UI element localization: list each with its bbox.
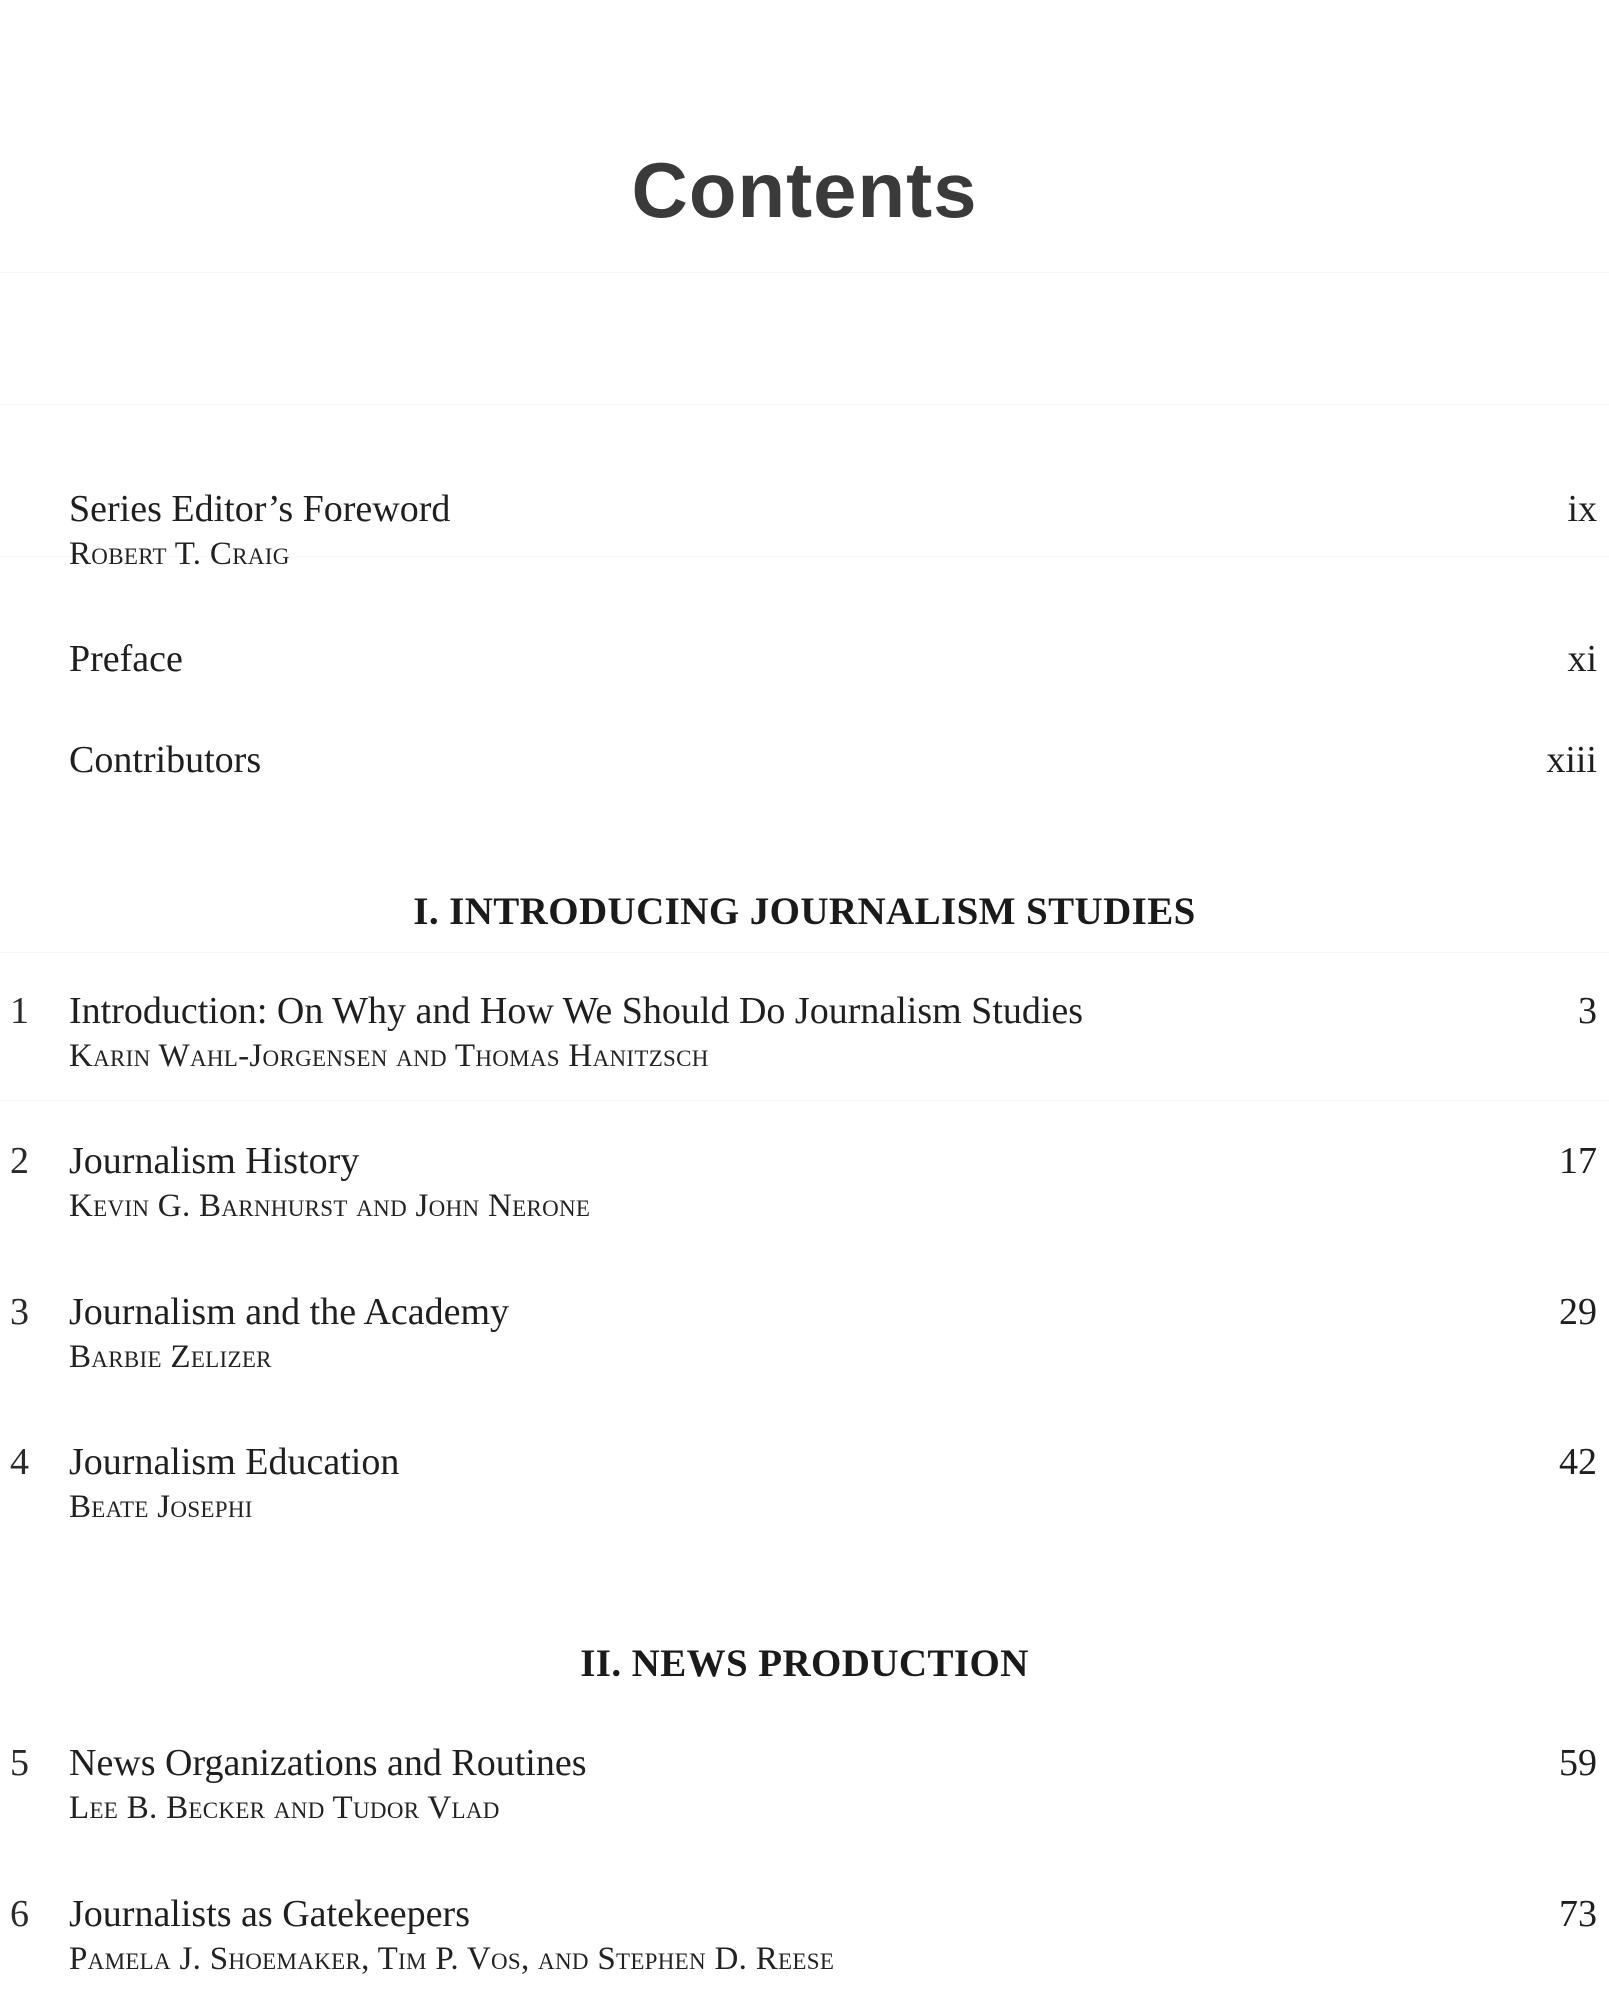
chapter-number: 1 — [10, 990, 29, 1032]
bleed-through — [0, 272, 1609, 273]
entry-author: Kevin G. Barnhurst and John Nerone — [69, 1188, 591, 1224]
entry-title: Journalism History — [69, 1140, 360, 1182]
entry-page: xiii — [1546, 739, 1597, 781]
toc-entry-chapter-5[interactable] — [0, 1740, 1609, 1850]
entry-page: 73 — [1559, 1893, 1597, 1935]
entry-title: Introduction: On Why and How We Should Do Journalism Studies — [69, 990, 1084, 1032]
toc-entry-chapter-2[interactable] — [0, 1138, 1609, 1248]
chapter-number: 5 — [10, 1742, 29, 1784]
toc-entry-contributors[interactable] — [0, 737, 1609, 847]
entry-page: 29 — [1559, 1291, 1597, 1333]
entry-author: Robert T. Craig — [69, 536, 290, 572]
entry-title: Preface — [69, 638, 183, 680]
chapter-number: 6 — [10, 1893, 29, 1935]
page-title: Contents — [631, 146, 978, 234]
bleed-through — [0, 952, 1609, 953]
entry-title: Contributors — [69, 739, 262, 781]
bleed-through — [0, 404, 1609, 405]
entry-title: Journalism and the Academy — [69, 1291, 510, 1333]
entry-page: 17 — [1559, 1140, 1597, 1182]
bleed-through — [0, 1100, 1609, 1101]
entry-title: Journalism Education — [69, 1441, 400, 1483]
entry-author: Beate Josephi — [69, 1489, 253, 1525]
toc-entry-chapter-6[interactable] — [0, 1891, 1609, 2001]
chapter-number: 4 — [10, 1441, 29, 1483]
toc-entry-chapter-4[interactable] — [0, 1439, 1609, 1549]
entry-title: Journalists as Gatekeepers — [69, 1893, 470, 1935]
chapter-number: 2 — [10, 1140, 29, 1182]
entry-author: Pamela J. Shoemaker, Tim P. Vos, and Stephen D. Reese — [69, 1941, 835, 1977]
part-heading: II. NEWS PRODUCTION — [580, 1642, 1029, 1685]
part-heading: I. INTRODUCING JOURNALISM STUDIES — [413, 890, 1196, 933]
entry-page: 3 — [1578, 990, 1597, 1032]
entry-page: 42 — [1559, 1441, 1597, 1483]
entry-title: News Organizations and Routines — [69, 1742, 587, 1784]
toc-entry-preface[interactable] — [0, 636, 1609, 746]
entry-author: Karin Wahl-Jorgensen and Thomas Hanitzsch — [69, 1038, 709, 1074]
toc-entry-chapter-1[interactable] — [0, 988, 1609, 1098]
toc-entry-foreword[interactable] — [0, 486, 1609, 596]
entry-page: xi — [1567, 638, 1597, 680]
entry-page: 59 — [1559, 1742, 1597, 1784]
chapter-number: 3 — [10, 1291, 29, 1333]
entry-author: Lee B. Becker and Tudor Vlad — [69, 1790, 500, 1826]
entry-page: ix — [1567, 488, 1597, 530]
entry-title: Series Editor’s Foreword — [69, 488, 451, 530]
entry-author: Barbie Zelizer — [69, 1339, 272, 1375]
toc-entry-chapter-3[interactable] — [0, 1289, 1609, 1399]
